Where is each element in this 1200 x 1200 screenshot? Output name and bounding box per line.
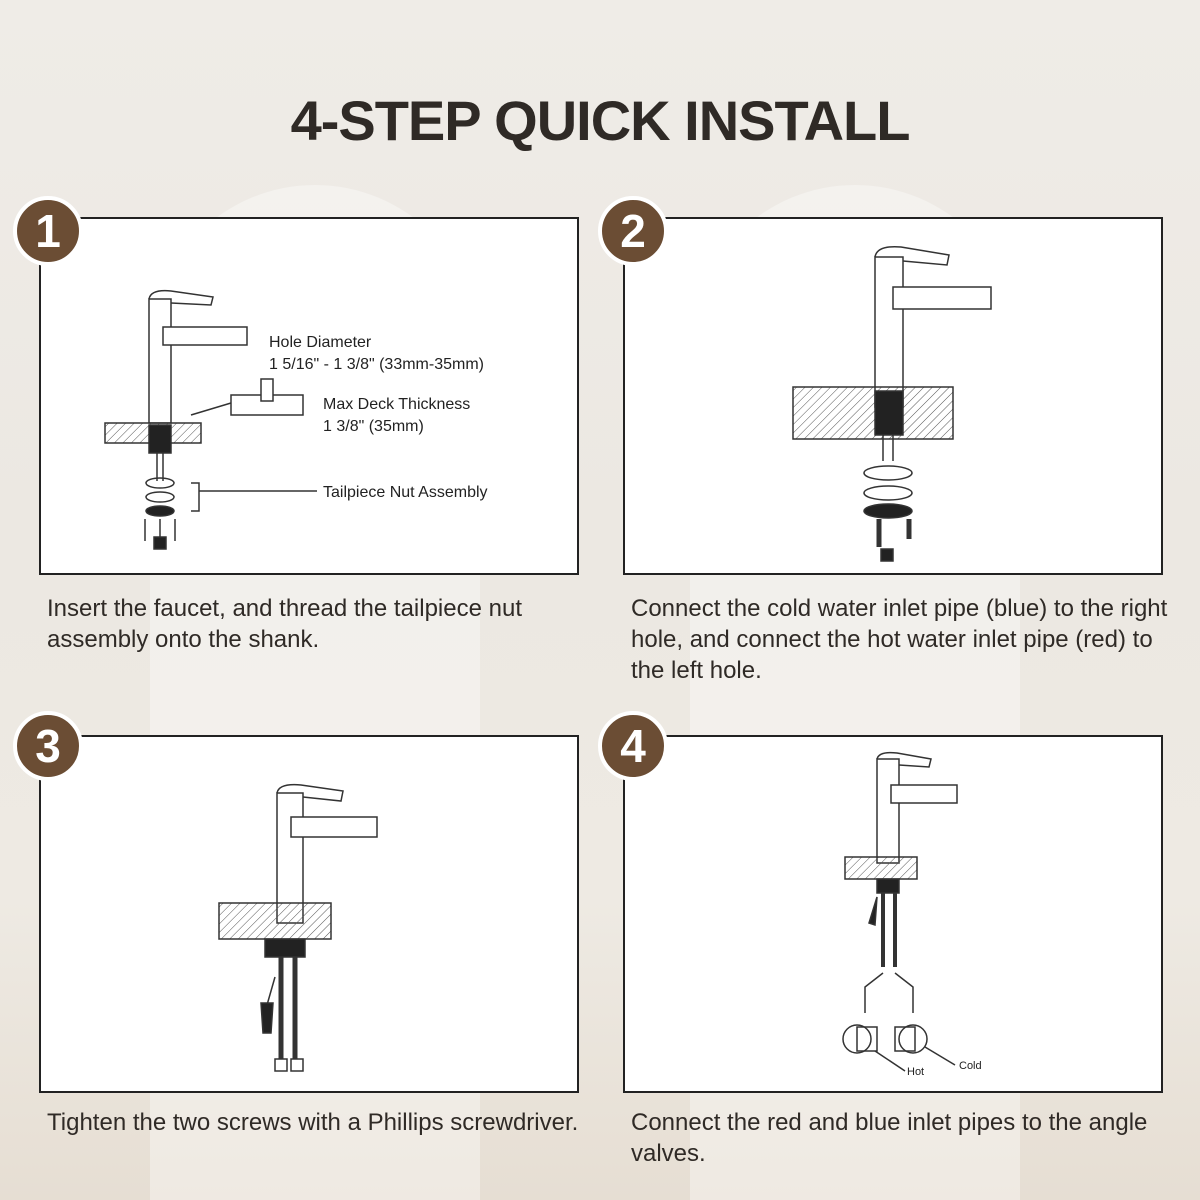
step-4-panel: [623, 735, 1163, 1093]
faucet-illustration: [793, 247, 991, 561]
step-1-panel: [39, 217, 579, 575]
step-3-caption: Tighten the two screws with a Phillips screwdriver.: [47, 1109, 579, 1136]
step-3-panel: [39, 735, 579, 1093]
step-4-caption: Connect the red and blue inlet pipes to the angle valves.: [631, 1109, 1148, 1167]
nut-assembly-label: Tailpiece Nut Assembly: [323, 484, 488, 501]
step-2-panel: [623, 217, 1163, 575]
faucet-illustration: [105, 291, 317, 549]
step-1-diagram: [41, 219, 577, 573]
hole-diameter-value: 1 5/16" - 1 3/8" (33mm-35mm): [269, 356, 484, 373]
cold-label: Cold: [959, 1060, 982, 1072]
step-4-diagram: [625, 737, 1161, 1091]
step-4-badge: 4: [598, 711, 668, 781]
hole-diameter-label: Hole Diameter: [269, 334, 372, 351]
step-3-diagram: [41, 737, 577, 1091]
hot-label: Hot: [907, 1066, 925, 1078]
page-title: 4-STEP QUICK INSTALL: [290, 89, 910, 152]
faucet-illustration: [843, 753, 957, 1071]
step-1-badge: 1: [13, 196, 83, 266]
step-2-caption: Connect the cold water inlet pipe (blue) to the right hole, and connect the hot water inlet pipe (red) to the left hole.: [631, 595, 1168, 684]
step-1-caption: Insert the faucet, and thread the tailpiece nut assembly onto the shank.: [47, 595, 522, 653]
faucet-illustration: [219, 785, 377, 1071]
deck-thickness-label: Max Deck Thickness: [323, 396, 471, 413]
step-3-badge: 3: [13, 711, 83, 781]
step-2-badge: 2: [598, 196, 668, 266]
step-2-diagram: [625, 219, 1161, 573]
deck-thickness-value: 1 3/8" (35mm): [323, 418, 424, 435]
